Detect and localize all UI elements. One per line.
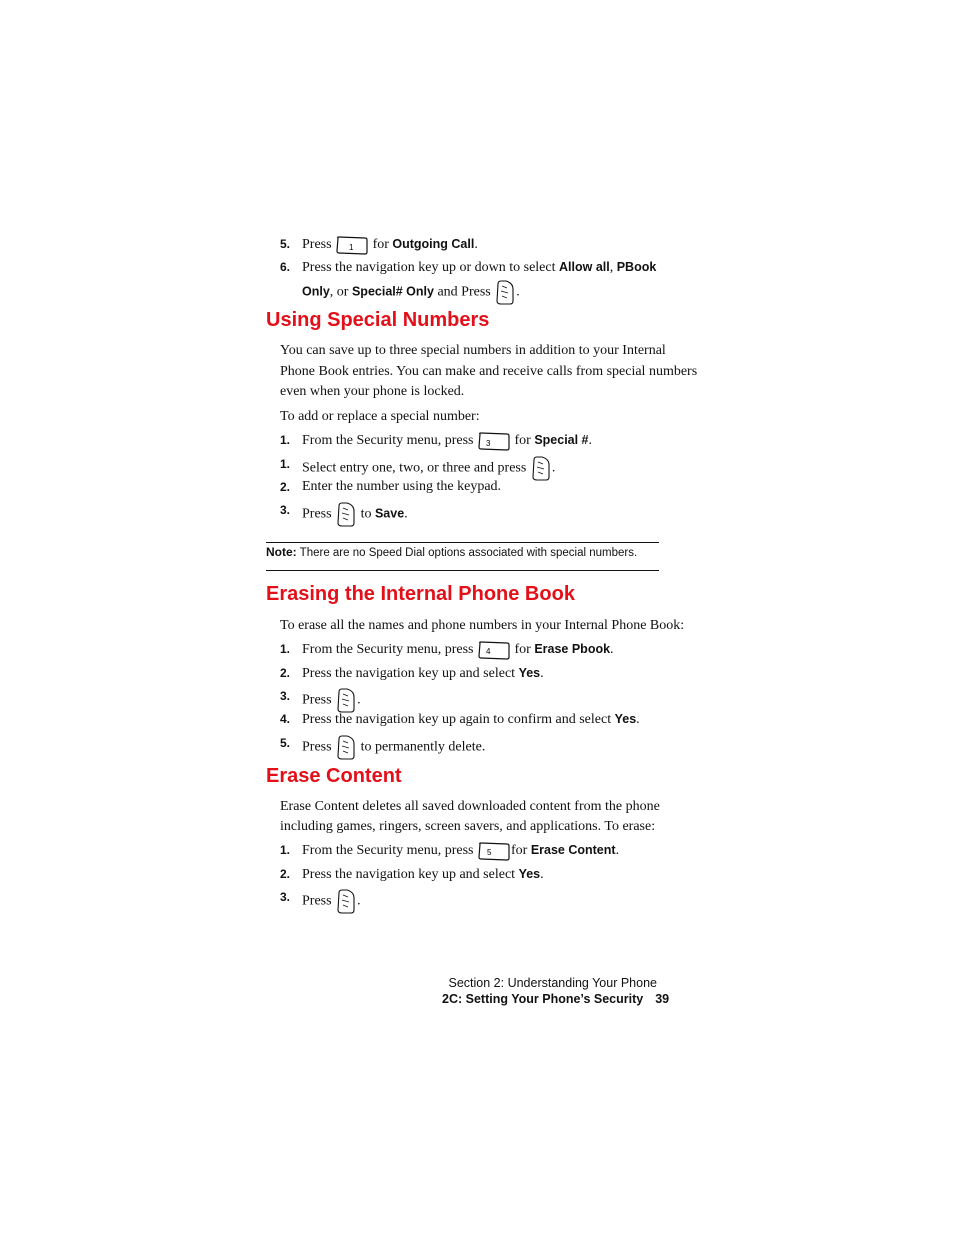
intro-text: To add or replace a special number: <box>280 409 480 424</box>
paragraph-line: even when your phone is locked. <box>280 384 465 399</box>
step-text: Press the navigation key up and select Yes. <box>302 666 544 681</box>
step-text-continued: Only, or Special# Only and Press . <box>302 279 520 306</box>
step-number: 6. <box>280 260 291 274</box>
step-number: 2. <box>280 480 291 494</box>
step-text: Select entry one, two, or three and press . <box>302 455 555 482</box>
intro-text: To erase all the names and phone numbers in your Internal Phone Book: <box>280 618 685 633</box>
footer-section-title: Section 2: Understanding Your Phone <box>448 976 657 990</box>
step-number: 1. <box>280 642 291 656</box>
step-text: Enter the number using the keypad. <box>302 479 502 494</box>
note-label: Note: <box>266 545 297 559</box>
section-heading: Using Special Numbers <box>266 309 490 331</box>
step-number: 1. <box>280 843 291 857</box>
step-text: Press 1 for Outgoing Call. <box>302 235 478 255</box>
paragraph-line: Phone Book entries. You can make and receive calls from special numbers <box>280 364 698 379</box>
note-bottom-rule <box>266 570 659 571</box>
step-text: From the Security menu, press 3 for Special #. <box>302 431 592 451</box>
note-text: There are no Speed Dial options associated with special numbers. <box>299 547 638 559</box>
svg-text:1: 1 <box>349 243 354 252</box>
paragraph-line: You can save up to three special numbers in addition to your Internal <box>280 343 666 358</box>
step-number: 3. <box>280 503 291 517</box>
step-number: 2. <box>280 666 291 680</box>
step-number: 5. <box>280 237 291 251</box>
step-text: Press the navigation key up or down to select Allow all, PBook <box>302 260 657 275</box>
svg-text:5: 5 <box>486 848 492 857</box>
menu-ok-key-icon <box>335 501 357 528</box>
step-text: Press to Save. <box>302 501 408 528</box>
number-4-key-icon <box>477 640 511 660</box>
footer-chapter <box>442 992 669 1006</box>
step-text: Press . <box>302 888 361 915</box>
step-text: From the Security menu, press 4 for Erase Pbook. <box>302 640 614 660</box>
menu-ok-key-icon <box>494 279 516 306</box>
number-5-key-icon <box>477 841 511 861</box>
step-number: 1. <box>280 433 291 447</box>
svg-text:4: 4 <box>485 647 491 656</box>
step-text: Press the navigation key up and select Yes. <box>302 867 544 882</box>
step-text: Press to permanently delete. <box>302 734 485 761</box>
step-number: 3. <box>280 890 291 904</box>
step-text: Press the navigation key up again to confirm and select Yes. <box>302 712 640 727</box>
step-number: 2. <box>280 867 291 881</box>
step-number: 5. <box>280 736 291 750</box>
svg-text:3: 3 <box>485 439 491 448</box>
menu-ok-key-icon <box>530 455 552 482</box>
step-text: From the Security menu, press 5 for Erase Content. <box>302 841 619 861</box>
note-top-rule <box>266 542 659 543</box>
step-number: 1. <box>280 457 291 471</box>
number-1-key-icon <box>335 235 369 255</box>
number-3-key-icon <box>477 431 511 451</box>
step-number: 4. <box>280 712 291 726</box>
section-heading: Erasing the Internal Phone Book <box>266 583 575 605</box>
footer-chapter-title: 2C: Setting Your Phone’s Security <box>442 992 644 1006</box>
section-heading: Erase Content <box>266 765 402 787</box>
page-number: 39 <box>655 992 670 1006</box>
step-number: 3. <box>280 689 291 703</box>
note-box <box>266 545 637 559</box>
paragraph-line: including games, ringers, screen savers, and applications. To erase: <box>280 819 656 834</box>
menu-ok-key-icon <box>335 734 357 761</box>
step-text: Press . <box>302 687 361 714</box>
menu-ok-key-icon <box>335 888 357 915</box>
paragraph-line: Erase Content deletes all saved downloaded content from the phone <box>280 799 660 814</box>
